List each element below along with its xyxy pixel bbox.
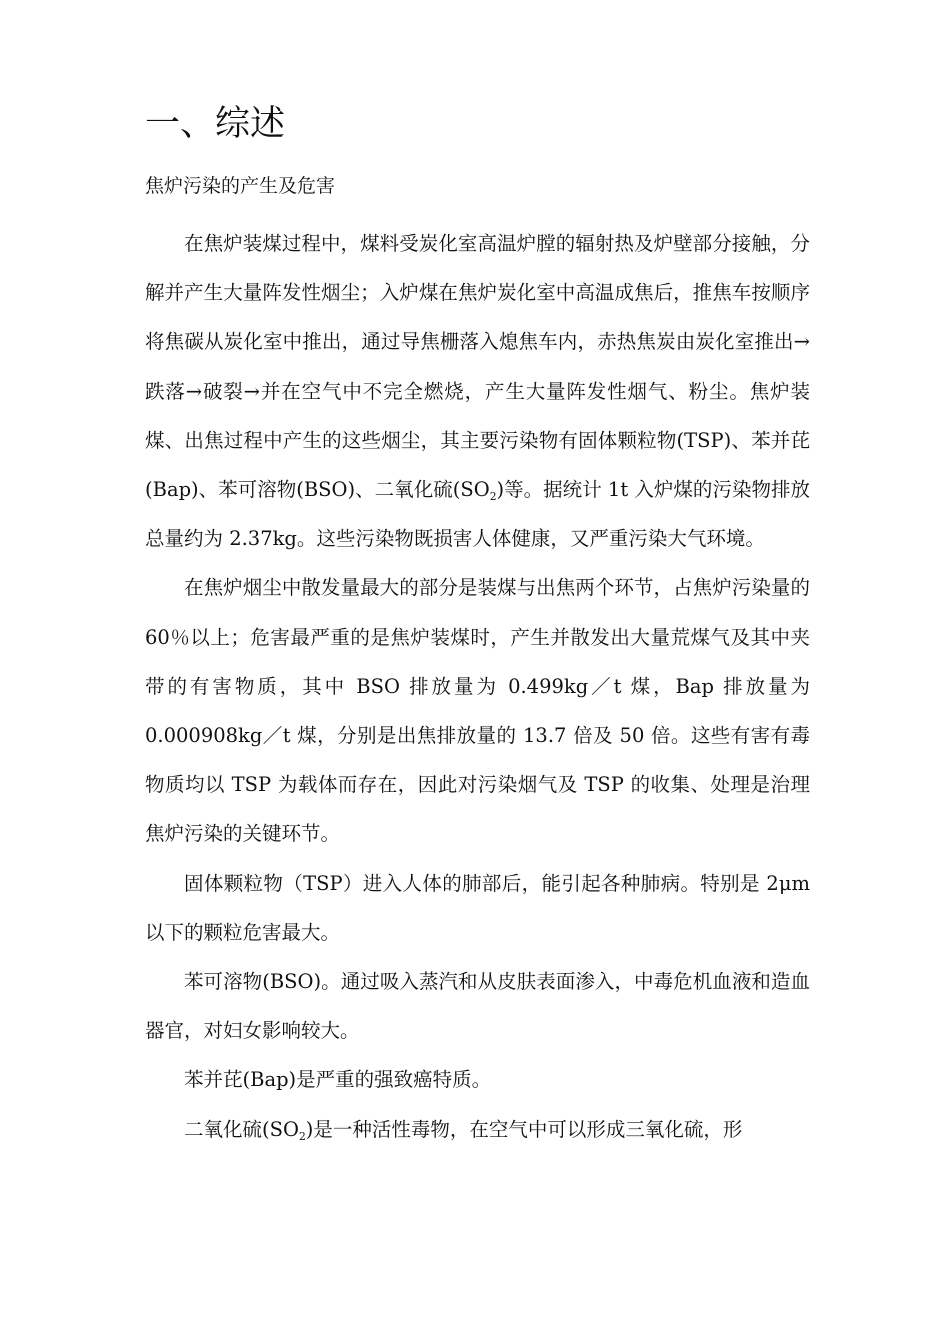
paragraph-6-text-a: 二氧化硫(SO: [184, 1117, 299, 1141]
paragraph-4: 苯可溶物(BSO)。通过吸入蒸汽和从皮肤表面渗入，中毒危机血液和造血器官，对妇女影响较大。: [145, 970, 810, 1043]
paragraph-3: 固体颗粒物（TSP）进入人体的肺部后，能引起各种肺病。特别是 2μm 以下的颗粒危害最大。: [145, 871, 810, 944]
paragraph-1-text-a: 在焦炉装煤过程中，煤料受炭化室高温炉膛的辐射热及炉壁部分接触，分解并产生大量阵发性烟尘；入炉煤在焦炉炭化室中高温成焦后，推焦车按顺序将焦碳从炭化室中推出，通过导焦栅落入熄焦车内，赤热焦炭由炭化室推出→跌落→破裂→并在空气中不完全燃烧，产生大量阵发性烟气、粉尘。焦炉装煤、出焦过程中产生的这些烟尘，其主要污染物有固体颗粒物(TSP)、苯并芘(Bap)、苯可溶物(BSO)、二氧化硫(SO: [145, 232, 810, 502]
paragraph-6-text-b: )是一种活性毒物，在空气中可以形成三氧化硫，形: [305, 1117, 743, 1141]
body-text: [145, 219, 810, 1154]
section-subheading: 焦炉污染的产生及危害: [145, 175, 336, 197]
paragraph-5: 苯并芘(Bap)是严重的强致癌特质。: [184, 1068, 492, 1092]
paragraph-6: [145, 1105, 810, 1154]
subscript-2: 2: [489, 489, 497, 503]
paragraph-1-text-b: )等。据统计 1t 入炉煤的污染物排放总量约为 2.37kg。这些污染物既损害人体健康，又严重污染大气环境。: [145, 478, 811, 551]
paragraph-2: 在焦炉烟尘中散发量最大的部分是装煤与出焦两个环节，占焦炉污染量的 60％以上；危害最严重的是焦炉装煤时，产生并散发出大量荒煤气及其中夹带的有害物质，其中 BSO 排放量为 0.499kg／t 煤，Bap 排放量为 0.000908kg／t 煤，分别是出焦排放量的 13.7 倍及 50 倍。这些有害有毒物质均以 TSP 为载体而存在，因此对污染烟气及 TSP 的收集、处理是治理焦炉污染的关键环节。: [145, 576, 810, 846]
paragraph-1: [145, 219, 810, 563]
section-heading: 一、综述: [145, 104, 286, 144]
subscript-2: 2: [298, 1129, 306, 1143]
